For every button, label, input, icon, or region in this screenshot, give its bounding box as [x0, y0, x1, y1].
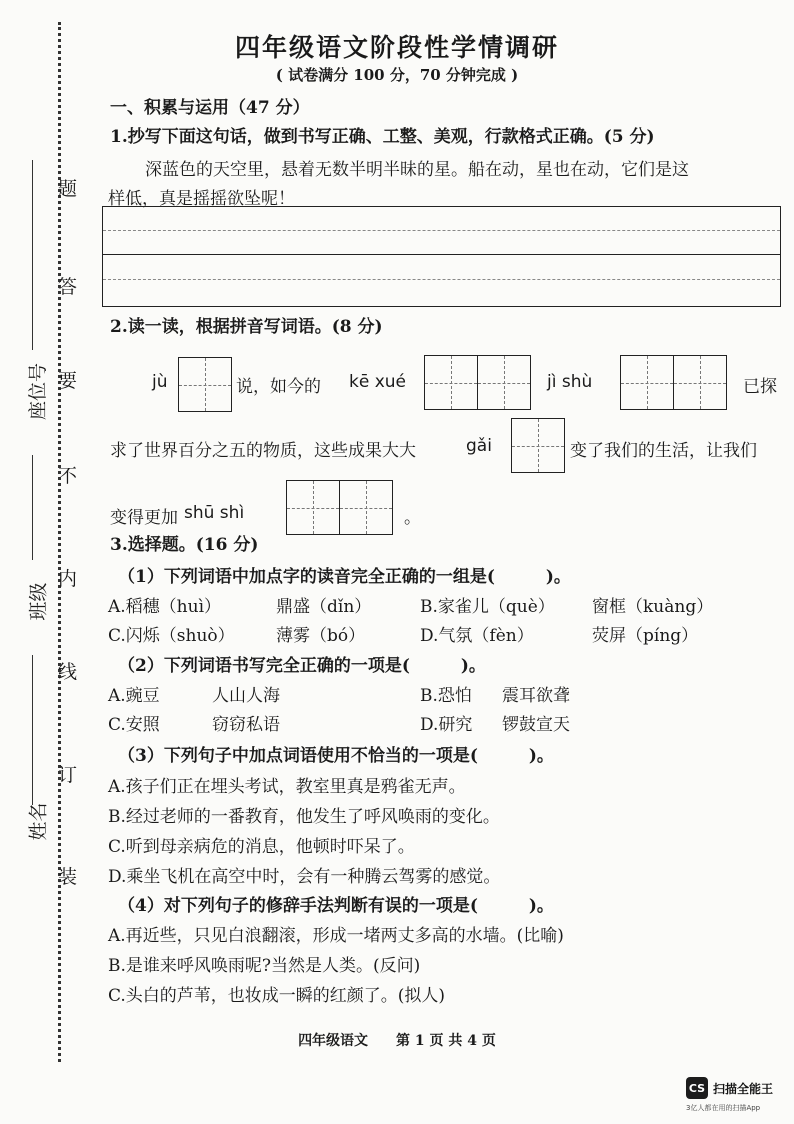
sentence-text: 求了世界百分之五的物质，这些成果大大 [110, 441, 416, 461]
name-label: 姓名 [27, 802, 50, 841]
answer-grid-3[interactable] [620, 355, 727, 410]
pinyin-ji-shu: jì shù [547, 372, 593, 392]
scanner-watermark [686, 1077, 773, 1099]
pinyin-shu-shi: shū shì [184, 503, 245, 523]
option[interactable]: C.闪烁（shuò） [108, 626, 235, 646]
option[interactable]: A.再近些，只见白浪翻滚，形成一堵两丈多高的水墙。(比喻) [108, 926, 564, 946]
option: 窃窃私语 [212, 715, 280, 735]
binding-char: 订 [58, 764, 78, 786]
option[interactable]: A.稻穗（huì） [108, 597, 222, 617]
sentence-text: 变得更加 [110, 508, 178, 528]
sub-question-2: （2）下列词语书写完全正确的一项是( )。 [118, 656, 486, 676]
option[interactable]: D.气氛（fèn） [420, 626, 534, 646]
option: 荧屏（píng） [592, 626, 699, 646]
question-3-prompt: 3.选择题。(16 分) [110, 535, 259, 555]
option[interactable]: C.安照 [108, 715, 160, 735]
question-2-prompt: 2.读一读，根据拼音写词语。(8 分) [110, 317, 383, 337]
option[interactable]: B.是谁来呼风唤雨呢?当然是人类。(反问) [108, 956, 421, 976]
exam-title: 四年级语文阶段性学情调研 [234, 33, 559, 62]
option[interactable]: A.豌豆 [108, 686, 160, 706]
camscanner-logo-icon: CS [686, 1077, 708, 1099]
option: 震耳欲聋 [502, 686, 570, 706]
binding-char: 不 [58, 465, 78, 487]
binding-char: 要 [58, 370, 78, 392]
binding-char: 题 [58, 178, 78, 200]
answer-grid-5[interactable] [286, 480, 393, 535]
option[interactable]: D.研究 [420, 715, 473, 735]
option[interactable]: B.经过老师的一番教育，他发生了呼风唤雨的变化。 [108, 807, 500, 827]
option: 薄雾（bó） [276, 626, 366, 646]
option[interactable]: D.乘坐飞机在高空中时，会有一种腾云驾雾的感觉。 [108, 867, 501, 887]
answer-grid-2[interactable] [424, 355, 531, 410]
answer-grid-1[interactable] [178, 357, 232, 412]
option: 锣鼓宣天 [502, 715, 570, 735]
exam-subtitle: ( 试卷满分 100 分，70 分钟完成 ) [275, 66, 519, 84]
answer-grid-4[interactable] [511, 418, 565, 473]
option[interactable]: A.孩子们正在埋头考试，教室里真是鸦雀无声。 [108, 777, 466, 797]
copy-writing-area[interactable] [102, 206, 781, 307]
name-line[interactable] [32, 655, 33, 805]
sub-question-4: （4）对下列句子的修辞手法判断有误的一项是( )。 [118, 896, 554, 916]
seat-number-label: 座位号 [27, 362, 50, 421]
pinyin-ju: jù [152, 372, 168, 392]
pinyin-ke-xue: kē xué [349, 372, 407, 392]
sentence-text: 。 [404, 508, 421, 528]
class-line[interactable] [32, 455, 33, 560]
option[interactable]: C.头白的芦苇，也妆成一瞬的红颜了。(拟人) [108, 986, 446, 1006]
passage-line-2: 样低，真是摇摇欲坠呢！ [108, 189, 295, 209]
sentence-text: 已探 [743, 377, 777, 397]
pinyin-gai: gǎi [466, 436, 492, 456]
sentence-text: 变了我们的生活，让我们 [570, 441, 757, 461]
option[interactable]: B.恐怕 [420, 686, 472, 706]
option: 人山人海 [212, 686, 280, 706]
scanner-app-name: 扫描全能王 [713, 1081, 774, 1096]
sub-question-3: （3）下列句子中加点词语使用不恰当的一项是( )。 [118, 746, 554, 766]
option[interactable]: B.家雀儿（què） [420, 597, 555, 617]
section-heading: 一、积累与运用（47 分） [110, 98, 310, 118]
seat-number-line[interactable] [32, 160, 33, 350]
binding-char: 线 [58, 661, 78, 683]
scanner-tagline: 3亿人都在用的扫描App [686, 1104, 761, 1112]
option: 窗框（kuàng） [592, 597, 714, 617]
class-label: 班级 [27, 582, 50, 621]
binding-char: 装 [58, 866, 78, 888]
page-footer: 四年级语文 第 1 页 共 4 页 [298, 1033, 496, 1049]
sentence-text: 说，如今的 [236, 377, 321, 397]
binding-char: 答 [58, 276, 78, 298]
question-1-prompt: 1.抄写下面这句话，做到书写正确、工整、美观，行款格式正确。(5 分) [110, 127, 655, 147]
option[interactable]: C.听到母亲病危的消息，他顿时吓呆了。 [108, 837, 415, 857]
binding-char: 内 [58, 568, 78, 590]
passage-line-1: 深蓝色的天空里，悬着无数半明半昧的星。船在动，星也在动，它们是这 [145, 160, 689, 180]
option: 鼎盛（dǐn） [276, 597, 372, 617]
sub-question-1: （1）下列词语中加点字的读音完全正确的一组是( )。 [118, 567, 571, 587]
